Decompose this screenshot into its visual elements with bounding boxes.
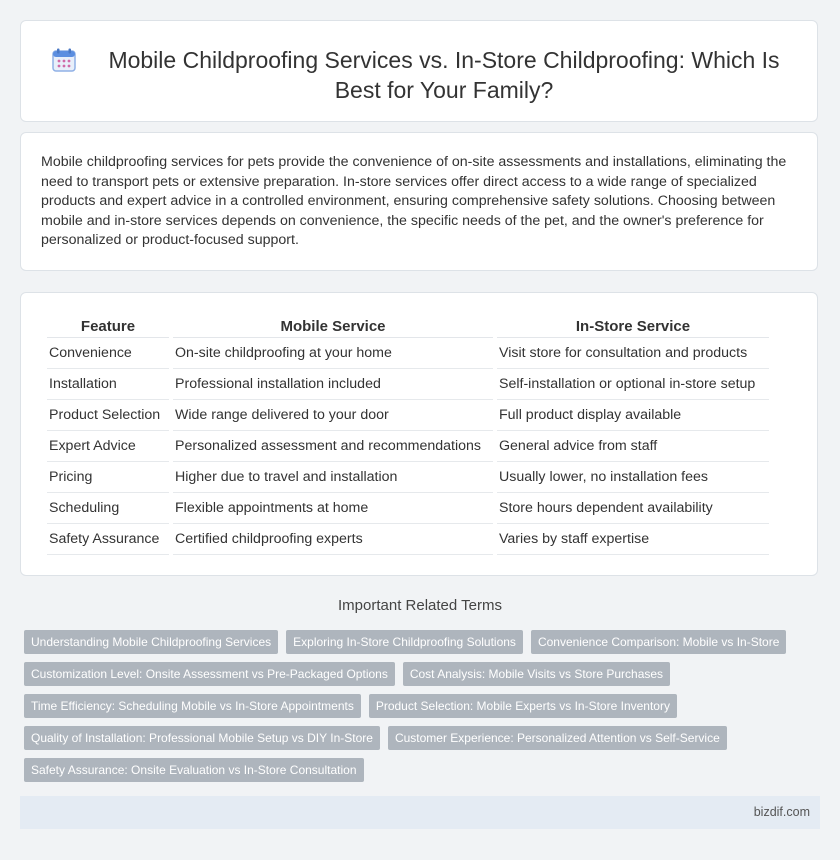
comparison-card (20, 292, 818, 576)
mobile-cell: Professional installation included (173, 369, 493, 400)
related-term-tag[interactable]: Customization Level: Onsite Assessment vs Pre-Packaged Options (24, 662, 395, 686)
related-term-tag[interactable]: Understanding Mobile Childproofing Services (24, 630, 278, 654)
tag-row (24, 662, 670, 686)
mobile-cell: Personalized assessment and recommendations (173, 431, 493, 462)
related-term-tag[interactable]: Quality of Installation: Professional Mobile Setup vs DIY In-Store (24, 726, 380, 750)
intro-paragraph: Mobile childproofing services for pets provide the convenience of on-site assessments and installations, eliminating the need to transport pets or extensive preparation. In-store services offer direct access to a wide range of specialized products and expert advice in a controlled environment, ensuring comprehensive safety solutions. Choosing between mobile and in-store services depends on convenience, the specific needs of the pet, and the owner's preference for personalized or product-focused support. (41, 154, 787, 249)
comparison-table (43, 315, 773, 555)
feature-cell: Scheduling (47, 493, 169, 524)
mobile-cell: Higher due to travel and installation (173, 462, 493, 493)
instore-cell: Self-installation or optional in-store setup (497, 369, 769, 400)
feature-cell: Pricing (47, 462, 169, 493)
instore-cell: Visit store for consultation and products (497, 338, 769, 369)
feature-cell: Convenience (47, 338, 169, 369)
table-row (47, 338, 769, 369)
title-card (20, 20, 818, 122)
feature-cell: Product Selection (47, 400, 169, 431)
tag-row (24, 726, 727, 750)
related-term-tag[interactable]: Customer Experience: Personalized Attention vs Self-Service (388, 726, 727, 750)
related-term-tag[interactable]: Safety Assurance: Onsite Evaluation vs In-Store Consultation (24, 758, 364, 782)
table-row (47, 369, 769, 400)
related-term-tag[interactable]: Convenience Comparison: Mobile vs In-Store (531, 630, 786, 654)
instore-cell: Store hours dependent availability (497, 493, 769, 524)
related-term-tag[interactable]: Exploring In-Store Childproofing Solutions (286, 630, 523, 654)
header-instore: In-Store Service (497, 315, 769, 338)
instore-cell: General advice from staff (497, 431, 769, 462)
related-term-tag[interactable]: Product Selection: Mobile Experts vs In-Store Inventory (369, 694, 677, 718)
instore-cell: Usually lower, no installation fees (497, 462, 769, 493)
footer (20, 796, 820, 829)
related-terms-heading: Important Related Terms (338, 597, 502, 614)
instore-cell: Varies by staff expertise (497, 524, 769, 555)
mobile-cell: Flexible appointments at home (173, 493, 493, 524)
related-term-tag[interactable]: Time Efficiency: Scheduling Mobile vs In-Store Appointments (24, 694, 361, 718)
table-row (47, 462, 769, 493)
calendar-icon (51, 47, 77, 73)
page-title: Mobile Childproofing Services vs. In-Store Childproofing: Which Is Best for Your Family? (108, 47, 780, 103)
feature-cell: Installation (47, 369, 169, 400)
mobile-cell: Certified childproofing experts (173, 524, 493, 555)
tag-row (24, 630, 786, 654)
table-row (47, 493, 769, 524)
header-mobile: Mobile Service (173, 315, 493, 338)
feature-cell: Safety Assurance (47, 524, 169, 555)
mobile-cell: Wide range delivered to your door (173, 400, 493, 431)
mobile-cell: On-site childproofing at your home (173, 338, 493, 369)
tag-row (24, 694, 677, 718)
instore-cell: Full product display available (497, 400, 769, 431)
tag-row (24, 758, 364, 782)
table-row (47, 431, 769, 462)
feature-cell: Expert Advice (47, 431, 169, 462)
footer-site-link[interactable]: bizdif.com (753, 805, 810, 819)
header-feature: Feature (47, 315, 169, 338)
table-row (47, 524, 769, 555)
table-row (47, 400, 769, 431)
intro-card (20, 132, 818, 271)
related-term-tag[interactable]: Cost Analysis: Mobile Visits vs Store Purchases (403, 662, 670, 686)
table-header-row (47, 315, 769, 338)
